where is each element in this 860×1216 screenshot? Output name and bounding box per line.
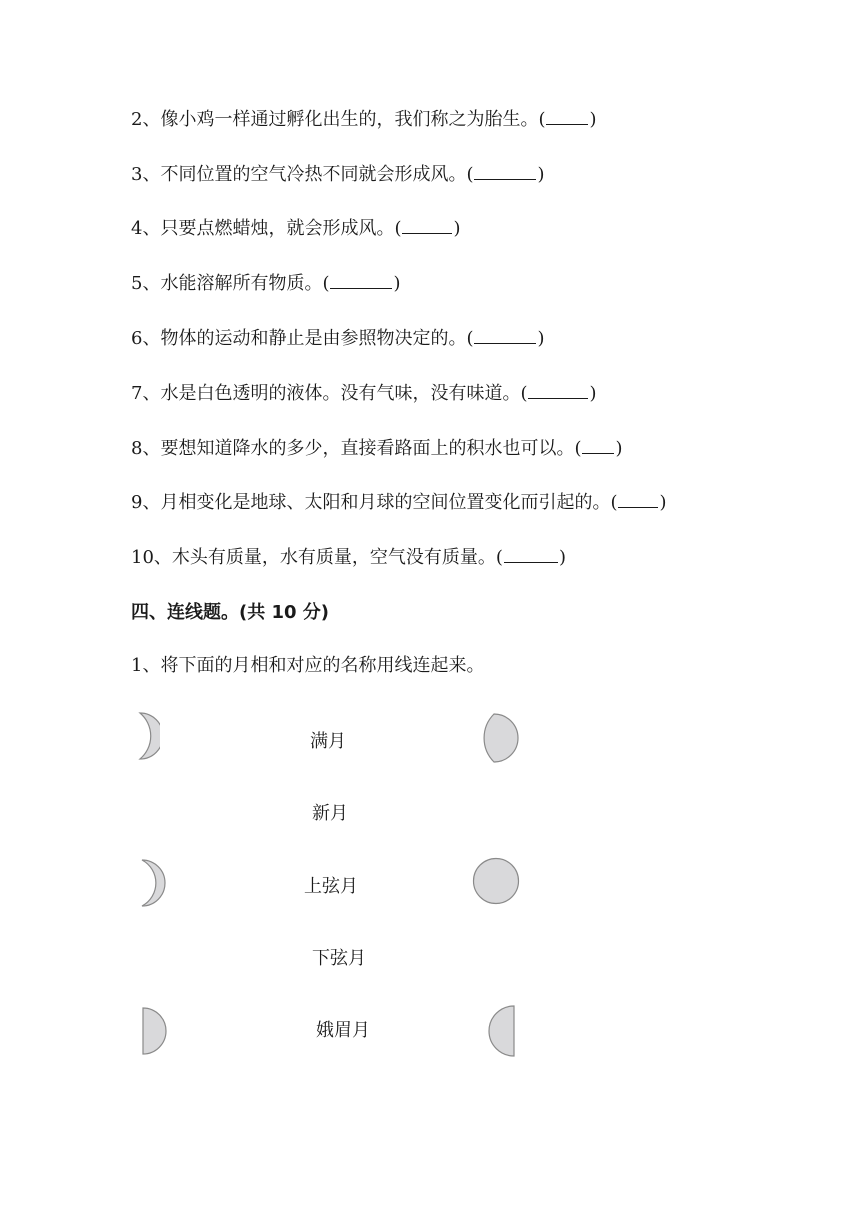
answer-blank[interactable] [528, 380, 588, 399]
gibbous-moon-icon[interactable] [482, 710, 530, 766]
question-close: ) [659, 492, 667, 513]
question-text: 10、木头有质量，水有质量，空气没有质量。( [131, 547, 503, 568]
question-text: 2、像小鸡一样通过孵化出生的，我们称之为胎生。( [131, 109, 546, 130]
question-close: ) [589, 383, 597, 404]
full-moon-icon[interactable] [470, 855, 522, 907]
answer-blank[interactable] [582, 435, 614, 454]
answer-blank[interactable] [474, 161, 536, 180]
question-text: 5、水能溶解所有物质。( [131, 273, 330, 294]
question-5 [131, 270, 401, 296]
question-text: 4、只要点燃蜡烛，就会形成风。( [131, 218, 402, 239]
answer-blank[interactable] [402, 215, 452, 234]
half-moon-right-lit-icon[interactable] [138, 1004, 172, 1058]
question-8 [131, 435, 623, 461]
name-full-moon[interactable]: 满月 [310, 731, 346, 752]
question-close: ) [615, 438, 623, 459]
question-7 [131, 380, 597, 406]
question-close: ) [589, 109, 597, 130]
question-close: ) [558, 547, 566, 568]
matching-instruction: 1、将下面的月相和对应的名称用线连起来。 [131, 655, 485, 676]
answer-blank[interactable] [546, 106, 588, 125]
question-text: 6、物体的运动和静止是由参照物决定的。( [131, 328, 474, 349]
section-title: 四、连线题。(共 10 分) [131, 602, 330, 623]
answer-blank[interactable] [330, 270, 392, 289]
question-6 [131, 325, 545, 351]
question-close: ) [453, 218, 461, 239]
question-text: 7、水是白色透明的液体。没有气味，没有味道。( [131, 383, 528, 404]
question-2 [131, 106, 597, 132]
name-last-quarter[interactable]: 下弦月 [312, 948, 366, 969]
question-10 [131, 544, 566, 570]
question-9 [131, 489, 667, 515]
question-text: 8、要想知道降水的多少，直接看路面上的积水也可以。( [131, 438, 582, 459]
question-4 [131, 215, 461, 241]
question-text: 9、月相变化是地球、太阳和月球的空间位置变化而引起的。( [131, 492, 618, 513]
question-text: 3、不同位置的空气冷热不同就会形成风。( [131, 164, 474, 185]
crescent-moon-icon[interactable] [132, 856, 172, 910]
name-first-quarter[interactable]: 上弦月 [304, 876, 358, 897]
question-3 [131, 161, 545, 187]
answer-blank[interactable] [504, 544, 558, 563]
answer-blank[interactable] [618, 489, 658, 508]
name-crescent[interactable]: 娥眉月 [316, 1020, 370, 1041]
question-close: ) [393, 273, 401, 294]
name-new-moon[interactable]: 新月 [312, 803, 348, 824]
thin-crescent-moon-icon[interactable] [130, 710, 160, 762]
half-moon-left-lit-icon[interactable] [482, 1002, 520, 1060]
question-close: ) [537, 328, 545, 349]
question-close: ) [537, 164, 545, 185]
answer-blank[interactable] [474, 325, 536, 344]
